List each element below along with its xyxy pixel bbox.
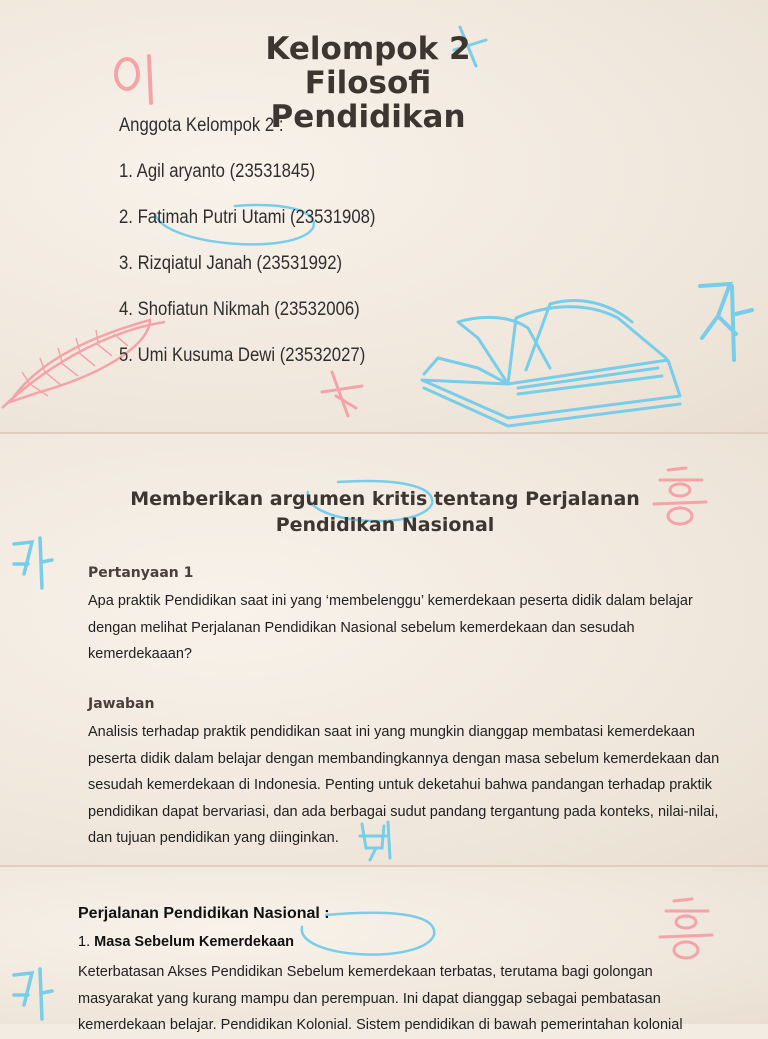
hangul-doodle-blue: [696, 276, 756, 366]
hangul-doodle-pink: [105, 48, 165, 108]
slide-title: [0, 0, 768, 432]
member-item: 4. Shofiatun Nikmah (23532006): [119, 299, 360, 320]
slide-title-heading: [258, 32, 478, 134]
question-text: Apa praktik Pendidikan saat ini yang ‘membelenggu’ kemerdekaan peserta didik dalam belajar dengan melihat Perjalanan Pendidikan Nasional sebelum kemerdekaan dan sesudah kemerdekaaan?: [88, 593, 693, 662]
section-paragraph: Keterbatasan Akses Pendidikan Sebelum kemerdekaan terbatas, terutama bagi golongan masyarakat yang kurang mampu dan perempuan. Ini dapat dianggap sebagai pembatasan kemerdekaan belajar. Pendidikan Kolonial. Sistem pendidikan di bawah pemerintahan kolonial: [78, 964, 683, 1033]
title-line: Filosofi: [304, 65, 432, 101]
hangul-doodle-blue: [10, 534, 54, 594]
section-heading: Perjalanan Pendidikan Nasional :: [78, 905, 330, 922]
subsection-title: [78, 934, 294, 950]
hangul-doodle-blue: [10, 965, 54, 1025]
members-label: Anggota Kelompok 2 :: [119, 115, 284, 136]
slide-journey: [0, 867, 768, 1033]
question-heading: Pertanyaan 1: [88, 565, 194, 581]
slide-heading: Memberikan argumen kritis tentang Perjalanan Pendidikan Nasional: [130, 488, 640, 536]
title-line: Kelompok 2: [265, 31, 471, 67]
member-list: [119, 112, 375, 388]
member-item: 2. Fatimah Putri Utami (23531908): [119, 207, 376, 228]
answer-heading: Jawaban: [88, 696, 155, 712]
item-number: 1.: [78, 934, 91, 950]
item-title: Masa Sebelum Kemerdekaan: [94, 934, 294, 950]
answer-text: Analisis terhadap praktik pendidikan saat ini yang mungkin dianggap membatasi kemerdekaan peserta didik dalam belajar dengan membandingkannya dengan masa sebelum kemerdekaan dan sesudah kemerdekaan di Indonesia. Penting untuk deketahui bahwa pandangan terhadap praktik pendidikan dapat bervariasi, dan ada berbagai sudut pandang tergantung pada konteks, nilai-nilai, dan tujuan pendidikan yang diinginkan.: [88, 724, 720, 846]
open-book-icon: [418, 298, 686, 432]
member-item: 3. Rizqiatul Janah (23531992): [119, 253, 343, 274]
member-item: 5. Umi Kusuma Dewi (23532027): [119, 345, 366, 366]
hangul-doodle-pink: [656, 895, 716, 961]
slide-question: [0, 434, 768, 865]
title-line: Pendidikan: [270, 99, 466, 135]
member-item: 1. Agil aryanto (23531845): [119, 161, 316, 182]
